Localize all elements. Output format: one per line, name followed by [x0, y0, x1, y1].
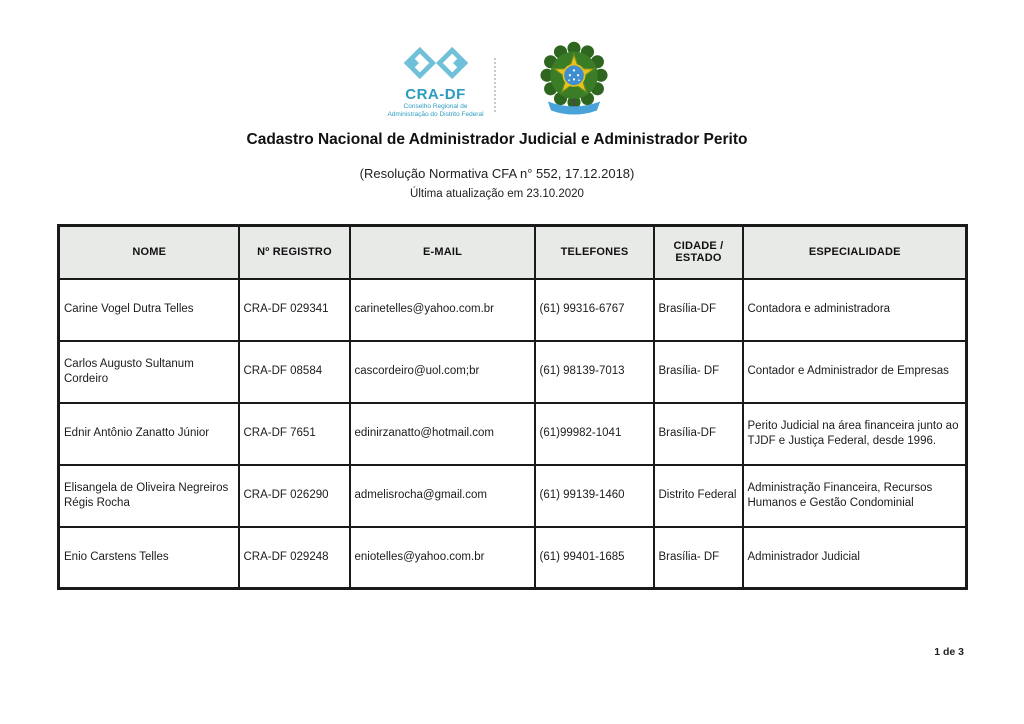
cra-df-logo [383, 46, 488, 119]
logo-divider [494, 58, 496, 112]
table-row [59, 465, 967, 527]
cell-telefones: (61) 98139-7013 [535, 341, 654, 403]
cell-telefones: (61) 99316-6767 [535, 279, 654, 341]
cell-registro: CRA-DF 026290 [239, 465, 350, 527]
cell-cidade-estado: Brasília-DF [654, 279, 743, 341]
cell-nome: Elisangela de Oliveira Negreiros Régis Rocha [59, 465, 239, 527]
cell-registro: CRA-DF 7651 [239, 403, 350, 465]
column-header-nome: NOME [59, 226, 239, 279]
table-row [59, 527, 967, 589]
cell-telefones: (61)99982-1041 [535, 403, 654, 465]
cell-nome: Carlos Augusto Sultanum Cordeiro [59, 341, 239, 403]
page-subtitle: (Resolução Normativa CFA n° 552, 17.12.2018) [359, 166, 635, 181]
cell-email: admelisrocha@gmail.com [350, 465, 535, 527]
registry-table [57, 224, 968, 590]
cell-especialidade: Administrador Judicial [743, 527, 967, 589]
brazil-coat-of-arms-icon [533, 36, 615, 131]
logo-org-line2: Administração do Distrito Federal [387, 111, 484, 119]
table-row [59, 341, 967, 403]
cell-registro: CRA-DF 029248 [239, 527, 350, 589]
cell-especialidade: Administração Financeira, Recursos Humanos e Gestão Condominial [743, 465, 967, 527]
cra-df-diamond-icon [399, 67, 473, 84]
last-updated-text: Última atualização em 23.10.2020 [410, 188, 584, 200]
column-header-especialidade: ESPECIALIDADE [743, 226, 967, 279]
cell-nome: Carine Vogel Dutra Telles [59, 279, 239, 341]
cell-nome: Ednir Antônio Zanatto Júnior [59, 403, 239, 465]
logo-acronym: CRA-DF [405, 86, 466, 103]
cell-cidade-estado: Brasília-DF [654, 403, 743, 465]
cell-registro: CRA-DF 08584 [239, 341, 350, 403]
page-title: Cadastro Nacional de Administrador Judicial e Administrador Perito [246, 131, 748, 148]
column-header-email: E-MAIL [350, 226, 535, 279]
page-number: 1 de 3 [934, 646, 964, 658]
cell-email: eniotelles@yahoo.com.br [350, 527, 535, 589]
column-header-telefones: TELEFONES [535, 226, 654, 279]
cell-especialidade: Contadora e administradora [743, 279, 967, 341]
logo-org-line1: Conselho Regional de [403, 103, 468, 110]
cell-cidade-estado: Distrito Federal [654, 465, 743, 527]
cell-cidade-estado: Brasília- DF [654, 527, 743, 589]
column-header-registro: Nº REGISTRO [239, 226, 350, 279]
cell-email: carinetelles@yahoo.com.br [350, 279, 535, 341]
cell-especialidade: Contador e Administrador de Empresas [743, 341, 967, 403]
column-header-cidade-estado: CIDADE / ESTADO [654, 226, 743, 279]
cell-nome: Enio Carstens Telles [59, 527, 239, 589]
cell-registro: CRA-DF 029341 [239, 279, 350, 341]
table-row [59, 279, 967, 341]
cell-cidade-estado: Brasília- DF [654, 341, 743, 403]
cell-email: cascordeiro@uol.com;br [350, 341, 535, 403]
table-header-row [59, 226, 967, 279]
table-row [59, 403, 967, 465]
cell-especialidade: Perito Judicial na área financeira junto ao TJDF e Justiça Federal, desde 1996. [743, 403, 967, 465]
cell-telefones: (61) 99401-1685 [535, 527, 654, 589]
cell-email: edinirzanatto@hotmail.com [350, 403, 535, 465]
title-block [0, 131, 994, 200]
cell-telefones: (61) 99139-1460 [535, 465, 654, 527]
